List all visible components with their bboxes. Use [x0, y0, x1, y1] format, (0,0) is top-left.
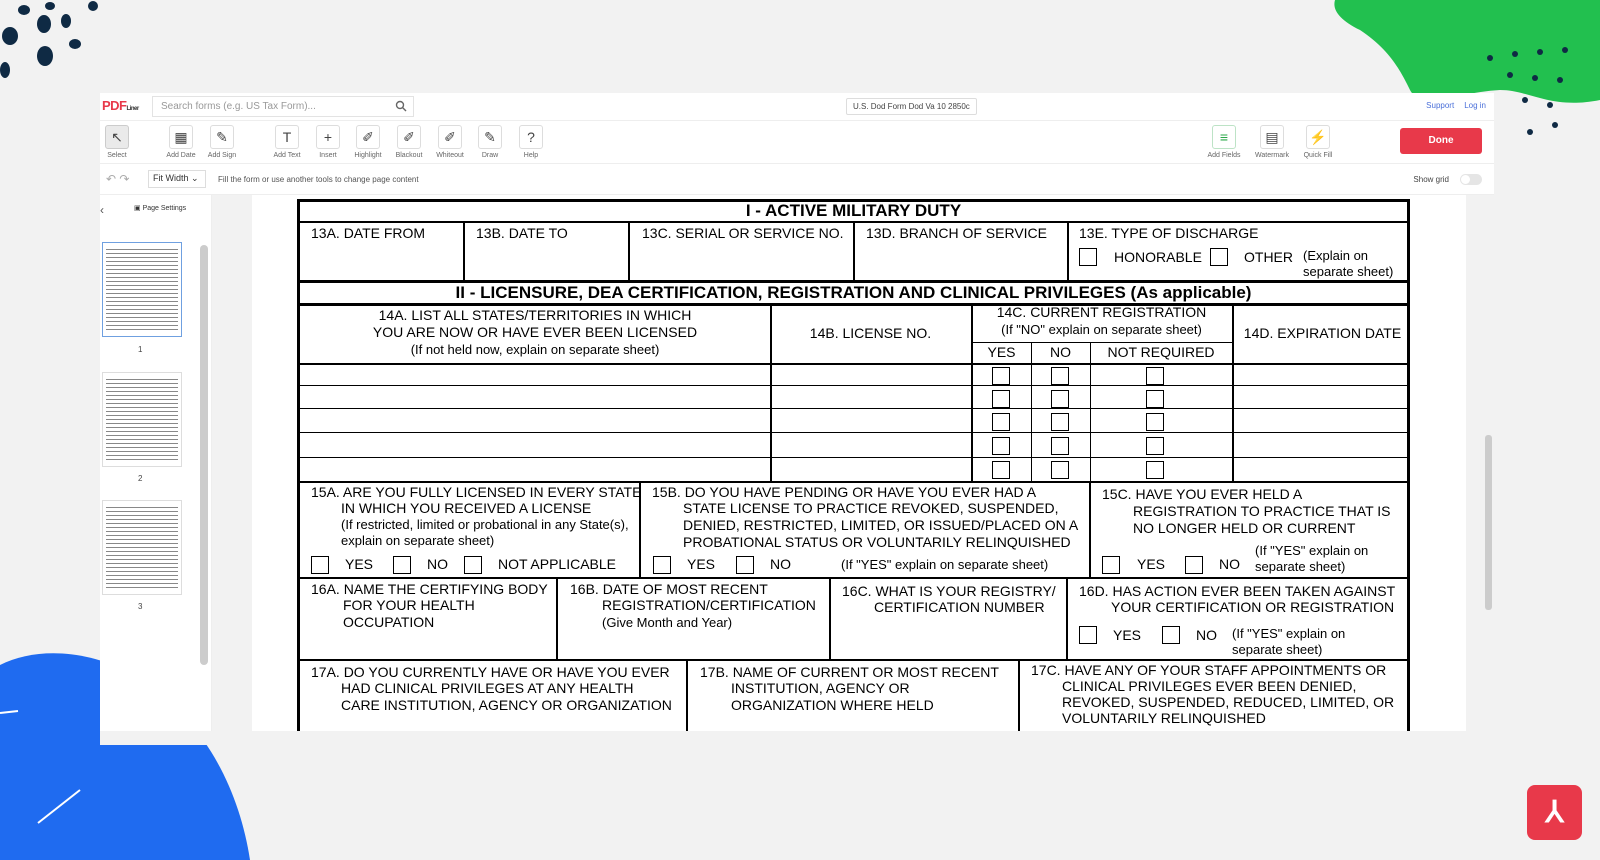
label-15b-line-3: DENIED, RESTRICTED, LIMITED, OR ISSUED/PLACED ON A [683, 517, 1079, 533]
label-16b-line-3: (Give Month and Year) [602, 615, 733, 630]
page-number-2: 2 [138, 474, 143, 483]
row4-not-required-checkbox[interactable] [1146, 437, 1164, 455]
page-sidebar [100, 195, 212, 745]
page-thumbnail-2[interactable] [102, 372, 182, 467]
other-checkbox[interactable] [1210, 248, 1228, 266]
hint-text: Fill the form or use another tools to change page content [218, 175, 419, 184]
pen-icon: ✎ [478, 125, 502, 149]
label-16b-line-2: REGISTRATION/CERTIFICATION [602, 597, 816, 613]
15b-yes-checkbox[interactable] [653, 556, 671, 574]
show-grid-toggle[interactable] [1460, 174, 1482, 185]
15c-yes-label: YES [1137, 556, 1166, 572]
select-tool[interactable]: ↖ Select [100, 125, 138, 159]
viewport-bottom-edge [100, 731, 1494, 745]
collapse-sidebar-icon[interactable]: ‹ [100, 203, 104, 217]
label-17b-line-3: ORGANIZATION WHERE HELD [731, 697, 934, 713]
help-tool[interactable]: ? Help [510, 125, 552, 159]
label-14b: 14B. LICENSE NO. [809, 325, 932, 341]
row5-no-checkbox[interactable] [1051, 461, 1069, 479]
15c-yes-checkbox[interactable] [1102, 556, 1120, 574]
15b-yes-label: YES [687, 556, 716, 572]
page-number-1: 1 [138, 345, 143, 354]
undo-icon[interactable]: ↶ [106, 172, 117, 186]
row2-no-checkbox[interactable] [1051, 390, 1069, 408]
eraser-icon: ✐ [438, 125, 462, 149]
label-14c-yes: YES [987, 344, 1016, 360]
label-17a-line-3: CARE INSTITUTION, AGENCY OR ORGANIZATION [341, 697, 672, 713]
label-14c-line-2: (If "NO" explain on separate sheet) [1001, 322, 1202, 337]
blackout-tool[interactable]: ✐ Blackout [388, 125, 430, 159]
section-2-title: II - LICENSURE, DEA CERTIFICATION, REGISTRATION AND CLINICAL PRIVILEGES (As applicable) [455, 283, 1252, 302]
label-13a: 13A. DATE FROM [311, 225, 426, 241]
row1-yes-checkbox[interactable] [992, 367, 1010, 385]
redo-icon[interactable]: ↷ [119, 172, 130, 186]
blackout-icon: ✐ [397, 125, 421, 149]
page-thumbnail-3[interactable] [102, 500, 182, 595]
row4-yes-checkbox[interactable] [992, 437, 1010, 455]
label-15b-line-2: STATE LICENSE TO PRACTICE REVOKED, SUSPENDED, [683, 500, 1059, 516]
label-15b-line-4: PROBATIONAL STATUS OR VOLUNTARILY RELINQUISHED [683, 534, 1071, 550]
decor-dots-top-left [0, 0, 110, 85]
watermark-icon: ▤ [1260, 125, 1284, 149]
row3-no-checkbox[interactable] [1051, 413, 1069, 431]
15a-not-applicable-checkbox[interactable] [464, 556, 482, 574]
15c-explain-line-1: (If "YES" explain on [1255, 543, 1369, 558]
whiteout-tool[interactable]: ✐ Whiteout [429, 125, 471, 159]
label-13b: 13B. DATE TO [476, 225, 568, 241]
label-13e: 13E. TYPE OF DISCHARGE [1079, 225, 1259, 241]
dod-form [297, 199, 1410, 745]
show-grid-label: Show grid [1413, 175, 1449, 184]
document-scrollbar[interactable] [1484, 195, 1494, 745]
row1-no-checkbox[interactable] [1051, 367, 1069, 385]
section-1-title: I - ACTIVE MILITARY DUTY [745, 201, 962, 220]
search-icon[interactable] [395, 100, 407, 112]
label-16d-line-2: YOUR CERTIFICATION OR REGISTRATION [1111, 599, 1395, 615]
label-17c-line-2: CLINICAL PRIVILEGES EVER BEEN DENIED, [1062, 678, 1357, 694]
15b-explain: (If "YES" explain on separate sheet) [841, 557, 1049, 572]
page-settings-button[interactable]: ▣ Page Settings [134, 205, 187, 212]
15a-not-applicable-label: NOT APPLICABLE [498, 556, 617, 572]
label-15c-line-2: REGISTRATION TO PRACTICE THAT IS [1133, 503, 1391, 519]
label-17a-line-2: HAD CLINICAL PRIVILEGES AT ANY HEALTH [341, 680, 634, 696]
label-14c-not-required: NOT REQUIRED [1107, 344, 1215, 360]
15c-no-label: NO [1219, 556, 1240, 572]
row3-not-required-checkbox[interactable] [1146, 413, 1164, 431]
pdfliner-badge: ⅄ [1527, 785, 1582, 840]
label-15c-line-1: 15C. HAVE YOU EVER HELD A [1102, 486, 1303, 502]
search-input[interactable]: Search forms (e.g. US Tax Form)... [152, 96, 414, 117]
draw-tool[interactable]: ✎ Draw [469, 125, 511, 159]
label-17b-line-1: 17B. NAME OF CURRENT OR MOST RECENT [700, 664, 999, 680]
other-label: OTHER [1244, 249, 1293, 265]
label-16a-line-3: OCCUPATION [343, 614, 435, 630]
support-link[interactable]: Support [1426, 101, 1455, 110]
label-13d: 13D. BRANCH OF SERVICE [866, 225, 1048, 241]
label-16b-line-1: 16B. DATE OF MOST RECENT [570, 581, 768, 597]
15a-no-label: NO [427, 556, 448, 572]
15c-explain-line-2: separate sheet) [1255, 559, 1346, 574]
label-14c-no: NO [1050, 344, 1071, 360]
chevron-down-icon: ⌄ [191, 173, 199, 183]
add-text-tool[interactable]: T Add Text [266, 125, 308, 159]
15b-no-label: NO [770, 556, 791, 572]
label-15b-line-1: 15B. DO YOU HAVE PENDING OR HAVE YOU EVER HAD A [652, 484, 1037, 500]
page-number-3: 3 [138, 602, 143, 611]
row4-no-checkbox[interactable] [1051, 437, 1069, 455]
15a-no-checkbox[interactable] [393, 556, 411, 574]
label-16c-line-2: CERTIFICATION NUMBER [874, 599, 1045, 615]
15b-no-checkbox[interactable] [736, 556, 754, 574]
explain-line-1: (Explain on [1303, 248, 1369, 263]
row1-not-required-checkbox[interactable] [1146, 367, 1164, 385]
add-date-tool[interactable]: ▦ Add Date [160, 125, 202, 159]
16d-no-label: NO [1196, 627, 1217, 643]
label-16c-line-1: 16C. WHAT IS YOUR REGISTRY/ [842, 583, 1056, 599]
top-links [1416, 101, 1486, 110]
undo-redo [106, 172, 129, 186]
15a-yes-checkbox[interactable] [311, 556, 329, 574]
login-link[interactable]: Log in [1464, 101, 1486, 110]
row2-not-required-checkbox[interactable] [1146, 390, 1164, 408]
page-settings-icon: ▣ [134, 205, 141, 212]
highlighter-icon: ✐ [356, 125, 380, 149]
label-15a-line-2: IN WHICH YOU RECEIVED A LICENSE [341, 500, 592, 516]
insert-tool[interactable]: + Insert [307, 125, 349, 159]
label-17a-line-1: 17A. DO YOU CURRENTLY HAVE OR HAVE YOU EVER [311, 664, 670, 680]
document-title: U.S. Dod Form Dod Va 10 2850c [846, 98, 977, 115]
cursor-icon: ↖ [105, 125, 129, 149]
highlight-tool[interactable]: ✐ Highlight [347, 125, 389, 159]
calendar-icon: ▦ [169, 125, 193, 149]
add-fields-tool[interactable]: ≡ Add Fields [1203, 125, 1245, 159]
page-thumbnail-1[interactable] [102, 242, 182, 337]
plus-icon: + [316, 125, 340, 149]
honorable-checkbox[interactable] [1079, 248, 1097, 266]
label-14a-line-3: (If not held now, explain on separate sheet) [410, 342, 660, 357]
row3-yes-checkbox[interactable] [992, 413, 1010, 431]
explain-line-2: separate sheet) [1303, 264, 1394, 279]
label-17b-line-2: INSTITUTION, AGENCY OR [731, 680, 910, 696]
16d-explain-line-2: separate sheet) [1232, 642, 1323, 657]
label-17c-line-1: 17C. HAVE ANY OF YOUR STAFF APPOINTMENTS OR [1031, 662, 1387, 678]
15c-no-checkbox[interactable] [1185, 556, 1203, 574]
label-15a-line-1: 15A. ARE YOU FULLY LICENSED IN EVERY STATE [311, 484, 642, 500]
label-16d-line-1: 16D. HAS ACTION EVER BEEN TAKEN AGAINST [1079, 583, 1396, 599]
16d-yes-label: YES [1113, 627, 1142, 643]
zoom-select[interactable]: Fit Width ⌄ [148, 170, 206, 188]
16d-no-checkbox[interactable] [1162, 626, 1180, 644]
toolbar [100, 121, 1494, 164]
label-16a-line-2: FOR YOUR HEALTH [343, 597, 475, 613]
label-15c-line-3: NO LONGER HELD OR CURRENT [1133, 520, 1356, 536]
fields-icon: ≡ [1212, 125, 1236, 149]
top-bar [100, 93, 1494, 121]
sub-toolbar [100, 164, 1494, 195]
done-button[interactable]: Done [1400, 128, 1482, 154]
row5-not-required-checkbox[interactable] [1146, 461, 1164, 479]
signature-icon: ✎ [210, 125, 234, 149]
15a-yes-label: YES [345, 556, 374, 572]
sidebar-scrollbar[interactable] [198, 235, 208, 715]
label-15a-line-4: explain on separate sheet) [341, 533, 495, 548]
label-14d: 14D. EXPIRATION DATE [1243, 325, 1402, 341]
pdfliner-logo[interactable]: PDFLiner [102, 98, 139, 113]
watermark-tool[interactable]: ▤ Watermark [1251, 125, 1293, 159]
label-17c-line-4: VOLUNTARILY RELINQUISHED [1062, 710, 1266, 726]
label-14a-line-2: YOU ARE NOW OR HAVE EVER BEEN LICENSED [372, 324, 698, 340]
text-icon: T [275, 125, 299, 149]
add-sign-tool[interactable]: ✎ Add Sign [201, 125, 243, 159]
label-16a-line-1: 16A. NAME THE CERTIFYING BODY [311, 581, 548, 597]
label-14c-line-1: 14C. CURRENT REGISTRATION [996, 304, 1207, 320]
help-icon: ? [519, 125, 543, 149]
label-15a-line-3: (If restricted, limited or probational in any State(s), [341, 517, 629, 532]
label-14a-line-1: 14A. LIST ALL STATES/TERRITORIES IN WHICH [378, 307, 692, 323]
16d-explain-line-1: (If "YES" explain on [1232, 626, 1346, 641]
quick-fill-tool[interactable]: ⚡ Quick Fill [1297, 125, 1339, 159]
label-13c: 13C. SERIAL OR SERVICE NO. [642, 225, 844, 241]
label-17c-line-3: REVOKED, SUSPENDED, REDUCED, LIMITED, OR [1062, 694, 1395, 710]
row2-yes-checkbox[interactable] [992, 390, 1010, 408]
row5-yes-checkbox[interactable] [992, 461, 1010, 479]
16d-yes-checkbox[interactable] [1079, 626, 1097, 644]
honorable-label: HONORABLE [1114, 249, 1202, 265]
lightning-icon: ⚡ [1306, 125, 1330, 149]
